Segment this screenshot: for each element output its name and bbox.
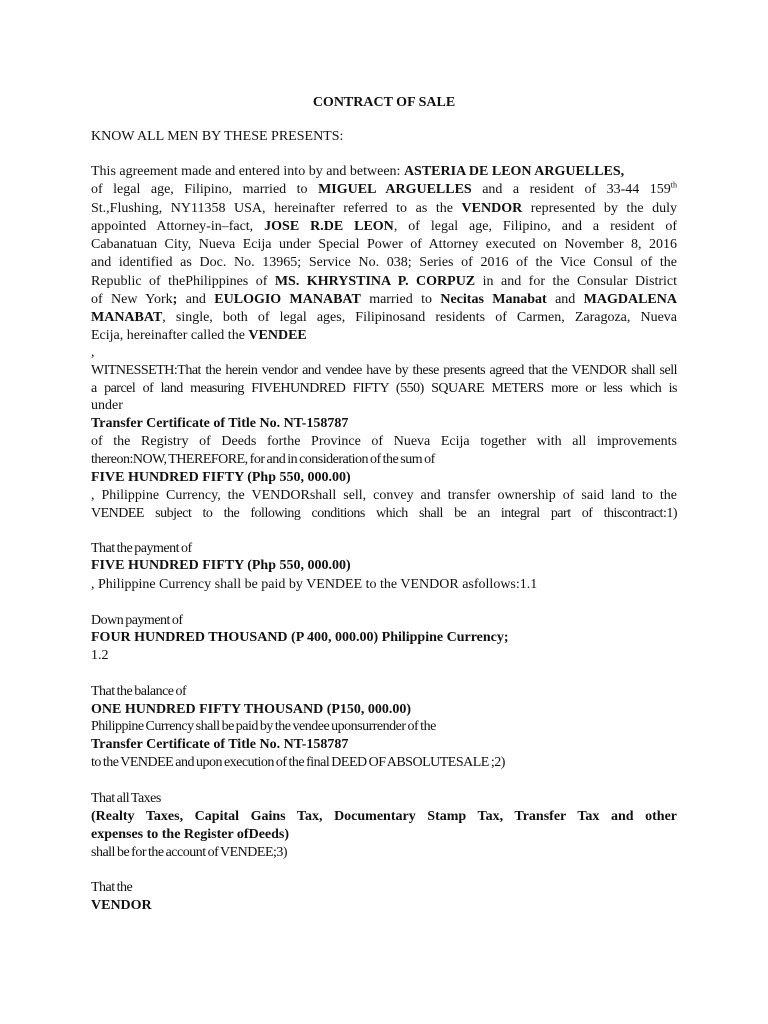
down-payment-amount: FOUR HUNDRED THOUSAND (P 400, 000.00) Philippine Currency; bbox=[91, 630, 509, 645]
sum-amount-1: FIVE HUNDRED FIFTY (Php 550, 000.00) bbox=[91, 470, 351, 485]
sum-amount-2: FIVE HUNDRED FIFTY (Php 550, 000.00) bbox=[91, 558, 351, 573]
parties-line-3: St.,Flushing, NY11358 USA, hereinafter referred to as the VENDOR represented by the duly bbox=[91, 201, 677, 216]
balance-end: to the VENDEE and upon execution of the final DEED OF ABSOLUTESALE ;2) bbox=[91, 755, 505, 770]
item-number: 1.2 bbox=[91, 648, 109, 663]
witnesseth-line-3: under bbox=[91, 398, 123, 413]
document-title: CONTRACT OF SALE bbox=[312, 95, 456, 110]
conditions-line-2: VENDEE subject to the following conditions which shall be an integral part of thiscontract:1) bbox=[91, 506, 677, 521]
taxes-intro: That all Taxes bbox=[91, 791, 161, 806]
registry-line-1: of the Registry of Deeds forthe Province of Nueva Ecija together with all improvements bbox=[91, 434, 677, 449]
title-certificate: Transfer Certificate of Title No. NT-158787 bbox=[91, 416, 349, 431]
parties-line-10: Ecija, hereinafter called the VENDEE bbox=[91, 328, 307, 343]
down-payment-intro: Down payment of bbox=[91, 613, 183, 628]
conditions-line-1: , Philippine Currency, the VENDORshall sell, convey and transfer ownership of said land to the bbox=[91, 488, 677, 503]
payment-intro: That the payment of bbox=[91, 541, 192, 556]
balance-continued: Philippine Currency shall be paid by the vendee uponsurrender of the bbox=[91, 719, 436, 734]
salutation: KNOW ALL MEN BY THESE PRESENTS: bbox=[91, 129, 344, 144]
parties-line-9: MANABAT, single, both of legal ages, Filipinosand residents of Carmen, Zaragoza, Nueva bbox=[91, 310, 677, 325]
parties-line-4: appointed Attorney-in–fact, JOSE R.DE LEON, of legal age, Filipino, and a resident of bbox=[91, 219, 677, 234]
parties-line-7: Republic of thePhilippines of MS. KHRYSTINA P. CORPUZ in and for the Consular District bbox=[91, 274, 678, 289]
witnesseth-line-1: WITNESSETH:That the herein vendor and vendee have by these presents agreed that the VENDOR shall sell bbox=[91, 363, 677, 378]
witnesseth-line-2: a parcel of land measuring FIVEHUNDRED FIFTY (550) SQUARE METERS more or less which is bbox=[91, 381, 677, 396]
parties-line-11: , bbox=[91, 345, 95, 360]
parties-line-6: and identified as Doc. No. 13965; Service No. 038; Series of 2016 of the Vice Consul of the bbox=[91, 255, 677, 270]
parties-line-5: Cabanatuan City, Nueva Ecija under Special Power of Attorney executed on November 8, 2016 bbox=[91, 237, 677, 252]
taxes-list-line-1: (Realty Taxes, Capital Gains Tax, Documentary Stamp Tax, Transfer Tax and other bbox=[91, 809, 677, 824]
parties-line-2: of legal age, Filipino, married to MIGUEL ARGUELLES and a resident of 33-44 159th bbox=[91, 180, 678, 197]
payment-continued: , Philippine Currency shall be paid by VENDEE to the VENDOR asfollows:1.1 bbox=[91, 577, 538, 592]
registry-line-2: thereon:NOW, THEREFORE, for and in consideration of the sum of bbox=[91, 452, 435, 467]
final-vendor: VENDOR bbox=[91, 898, 152, 913]
balance-amount: ONE HUNDRED FIFTY THOUSAND (P150, 000.00) bbox=[91, 702, 412, 717]
taxes-end: shall be for the account of VENDEE;3) bbox=[91, 845, 288, 860]
parties-line-8: of New York; and EULOGIO MANABAT married to Necitas Manabat and MAGDALENA bbox=[91, 292, 677, 307]
title-certificate-2: Transfer Certificate of Title No. NT-158787 bbox=[91, 737, 349, 752]
final-intro: That the bbox=[91, 880, 133, 895]
parties-line-1: This agreement made and entered into by and between: ASTERIA DE LEON ARGUELLES, bbox=[91, 164, 625, 179]
taxes-list-line-2: expenses to the Register ofDeeds) bbox=[91, 827, 290, 842]
balance-intro: That the balance of bbox=[91, 684, 187, 699]
